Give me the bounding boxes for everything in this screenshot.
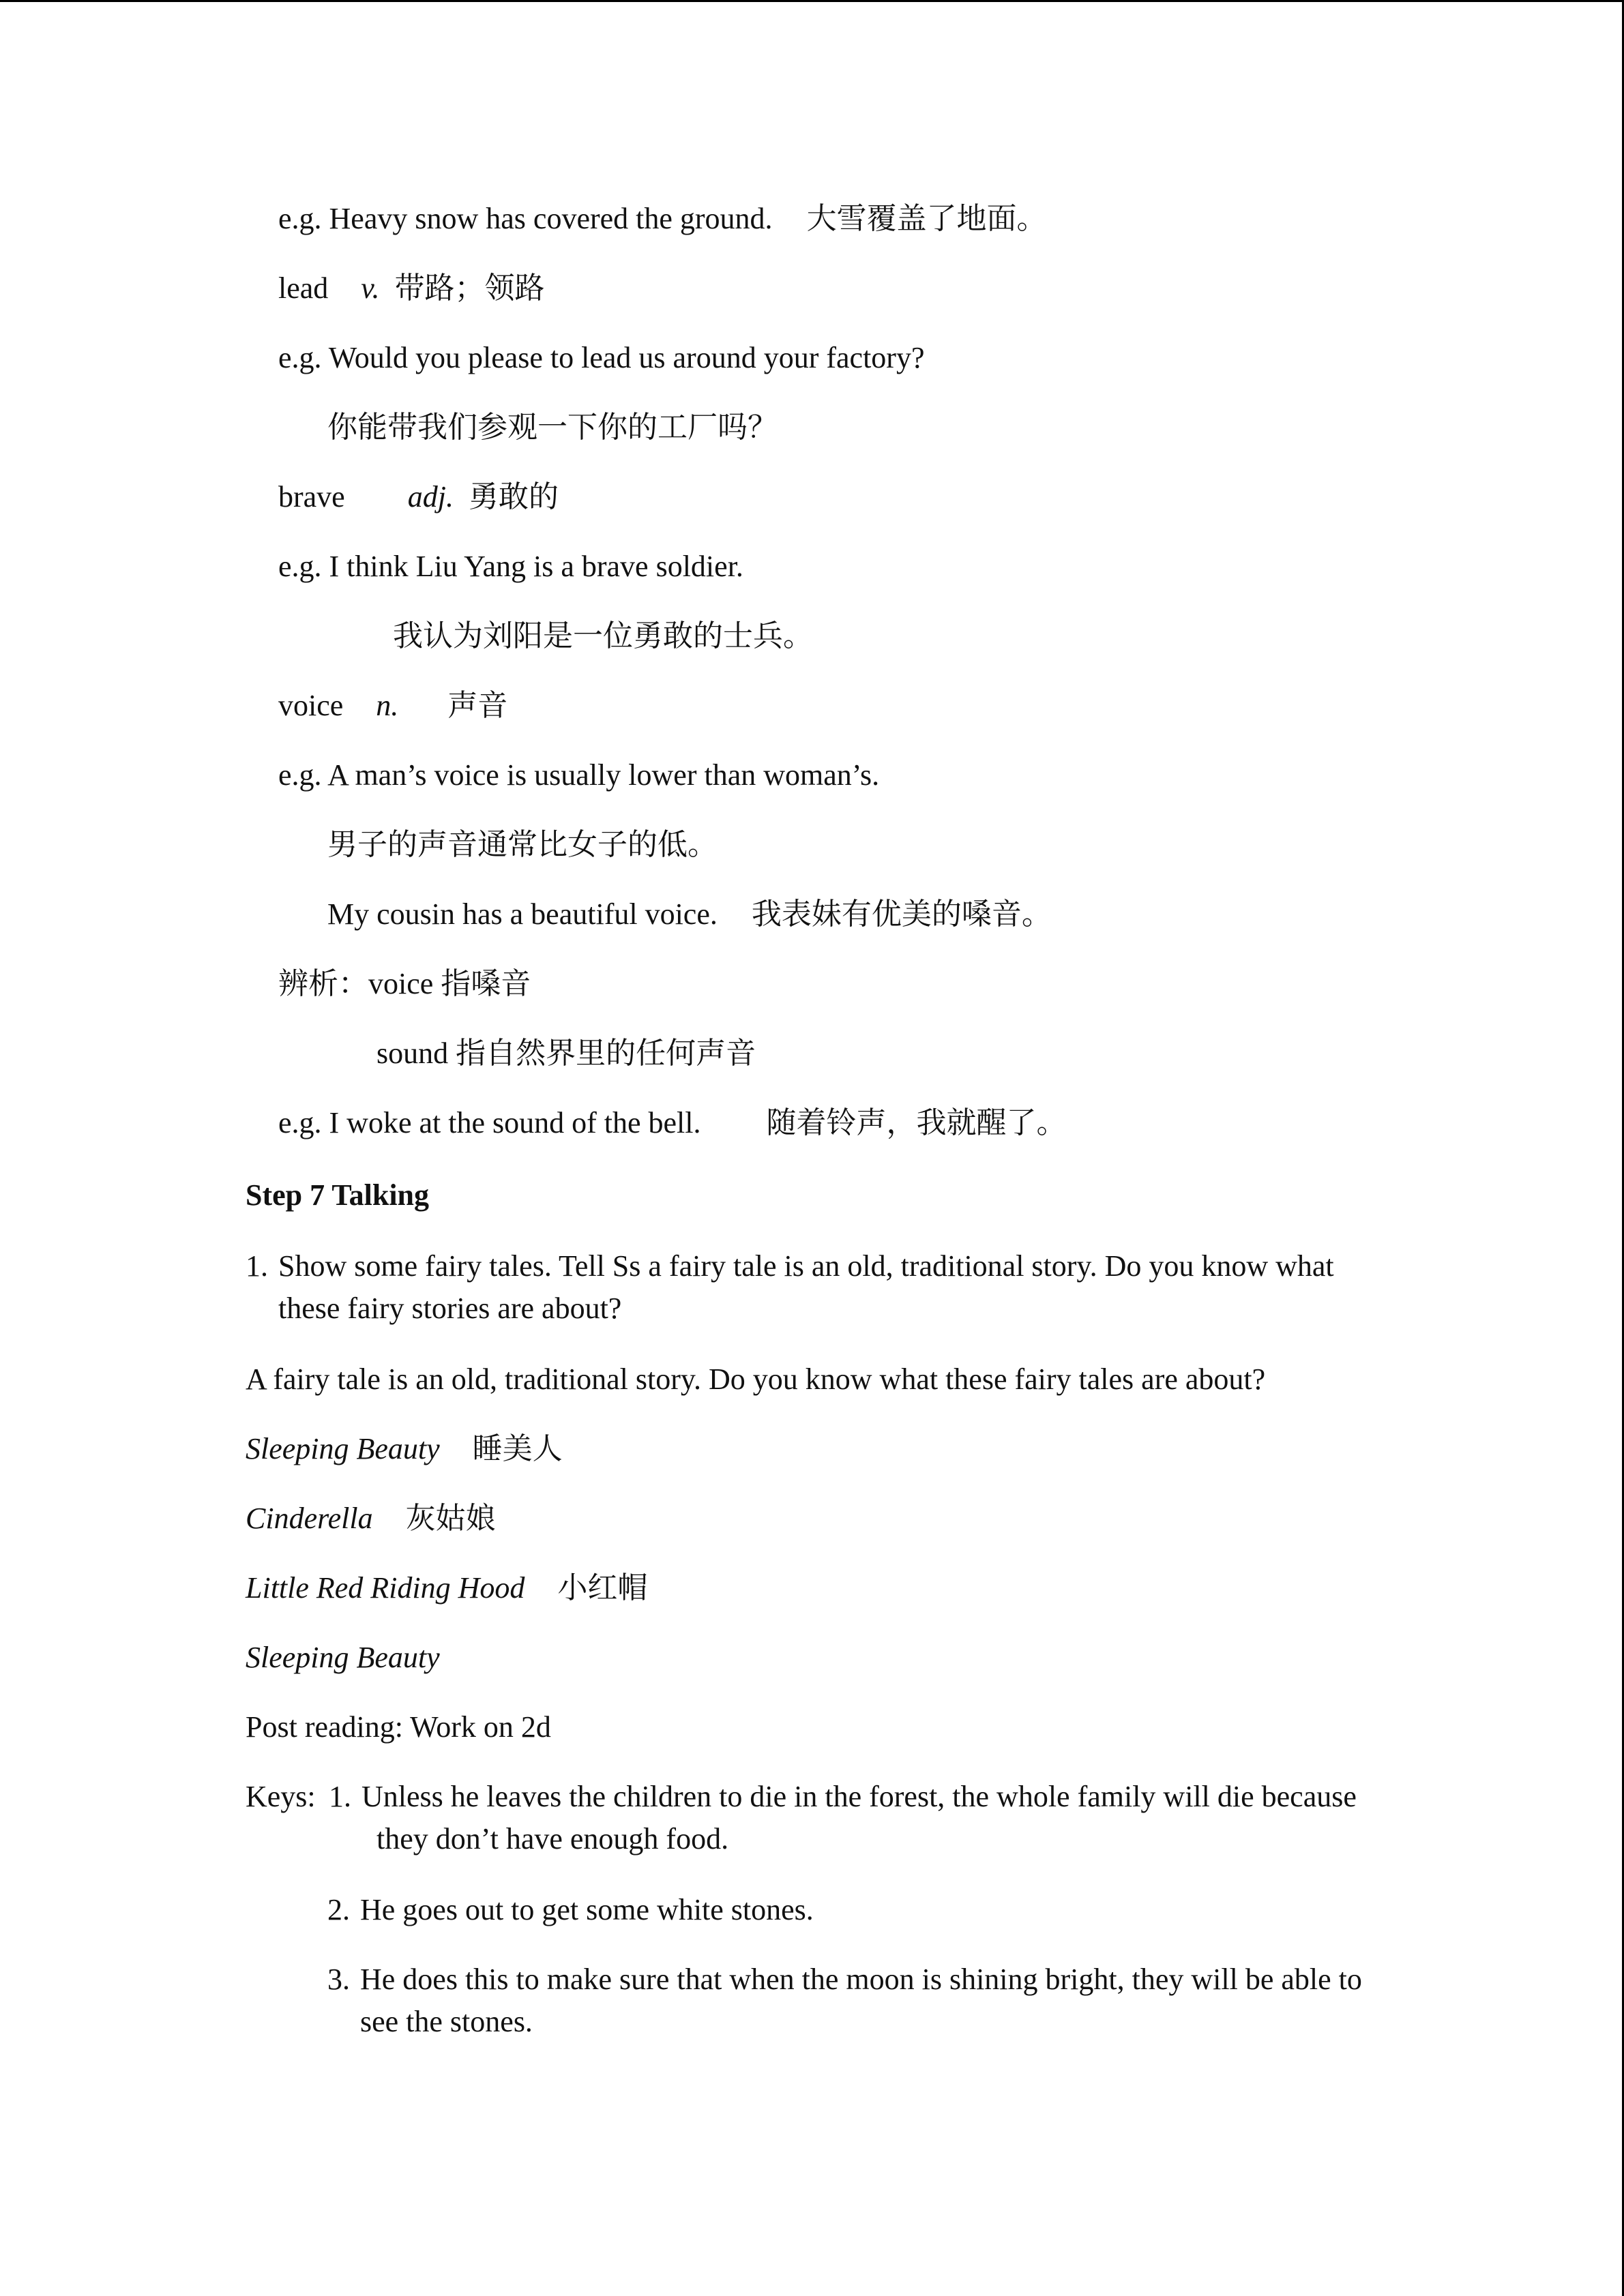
fairy-tale-title: Sleeping Beauty [246, 1641, 440, 1674]
fairy-tale-item [246, 1497, 496, 1540]
key-2-text: He goes out to get some white stones. [360, 1893, 814, 1926]
vocab-word: voice [278, 689, 344, 722]
example-snow [278, 198, 1047, 240]
key-number: 1. [329, 1780, 351, 1813]
key-text [361, 1776, 1385, 1860]
example-brave-zh: 我认为刘阳是一位勇敢的士兵。 [393, 619, 813, 653]
vocab-pos: n. [376, 689, 399, 722]
fairy-tale-item [246, 1567, 647, 1609]
example-voice-en: e.g. A man’s voice is usually lower than woman’s. [278, 758, 880, 792]
vocab-meaning: 声音 [447, 689, 508, 722]
analysis-sound: sound 指自然界里的任何声音 [377, 1037, 756, 1070]
fairy-tale-title: Cinderella [246, 1502, 373, 1535]
example-snow-zh: 大雪覆盖了地面。 [806, 202, 1047, 235]
vocab-lead [278, 267, 545, 310]
fairy-tale-title: Sleeping Beauty [246, 1432, 440, 1465]
example-voice-2 [327, 893, 1052, 936]
example-brave-en: e.g. I think Liu Yang is a brave soldier. [278, 550, 743, 583]
step-item-1-number: 1. [246, 1249, 268, 1283]
fairy-tale-item [246, 1637, 440, 1679]
post-reading: Post reading: Work on 2d [246, 1710, 551, 1744]
keys-label: Keys: [246, 1780, 316, 1813]
vocab-pos: v. [361, 271, 380, 305]
key-number: 2. [327, 1893, 350, 1926]
example-voice-zh: 男子的声音通常比女子的低。 [327, 828, 718, 861]
step-heading: Step 7 Talking [246, 1178, 430, 1212]
fairy-tale-title: Little Red Riding Hood [246, 1571, 525, 1605]
example-sound-en: e.g. I woke at the sound of the bell. [278, 1106, 701, 1139]
example-voice-2-en: My cousin has a beautiful voice. [327, 897, 718, 931]
vocab-word: brave [278, 480, 345, 513]
example-voice-2-zh: 我表妹有优美的嗓音。 [751, 897, 1052, 931]
vocab-brave [278, 476, 559, 518]
vocab-voice [278, 685, 507, 727]
fairy-tale-zh: 睡美人 [472, 1432, 563, 1465]
fairy-tale-zh: 灰姑娘 [405, 1502, 496, 1535]
step-item-1-text: Show some fairy tales. Tell Ss a fairy tale is an old, traditional story. Do you know what these fairy stories are about? [278, 1249, 1334, 1325]
example-sound [278, 1102, 1067, 1144]
analysis-label: 辨析： [278, 967, 368, 1000]
fairy-tale-zh: 小红帽 [557, 1571, 648, 1605]
fairy-tale-intro: A fairy tale is an old, traditional story. Do you know what these fairy tales are about? [246, 1362, 1266, 1396]
key-number: 3. [327, 1963, 350, 1996]
key-3-text: He does this to make sure that when the moon is shining bright, they will be able to see the stones. [360, 1963, 1362, 2038]
vocab-meaning: 勇敢的 [468, 480, 559, 513]
vocab-word: lead [278, 271, 329, 305]
vocab-meaning: 带路；领路 [394, 271, 545, 305]
page-top-border [0, 0, 1624, 2]
key-1-text: Unless he leaves the children to die in the forest, the whole family will die because they don’t have enough food. [361, 1780, 1357, 1855]
example-sound-zh: 随着铃声，我就醒了。 [766, 1106, 1067, 1139]
example-lead-en: e.g. Would you please to lead us around your factory? [278, 341, 925, 374]
example-lead-zh: 你能带我们参观一下你的工厂吗？ [327, 411, 778, 444]
vocab-pos: adj. [407, 480, 454, 513]
example-snow-en: e.g. Heavy snow has covered the ground. [278, 202, 773, 235]
analysis-voice-text: voice 指嗓音 [368, 967, 531, 1000]
analysis-voice [278, 963, 531, 1005]
fairy-tale-item [246, 1428, 563, 1470]
